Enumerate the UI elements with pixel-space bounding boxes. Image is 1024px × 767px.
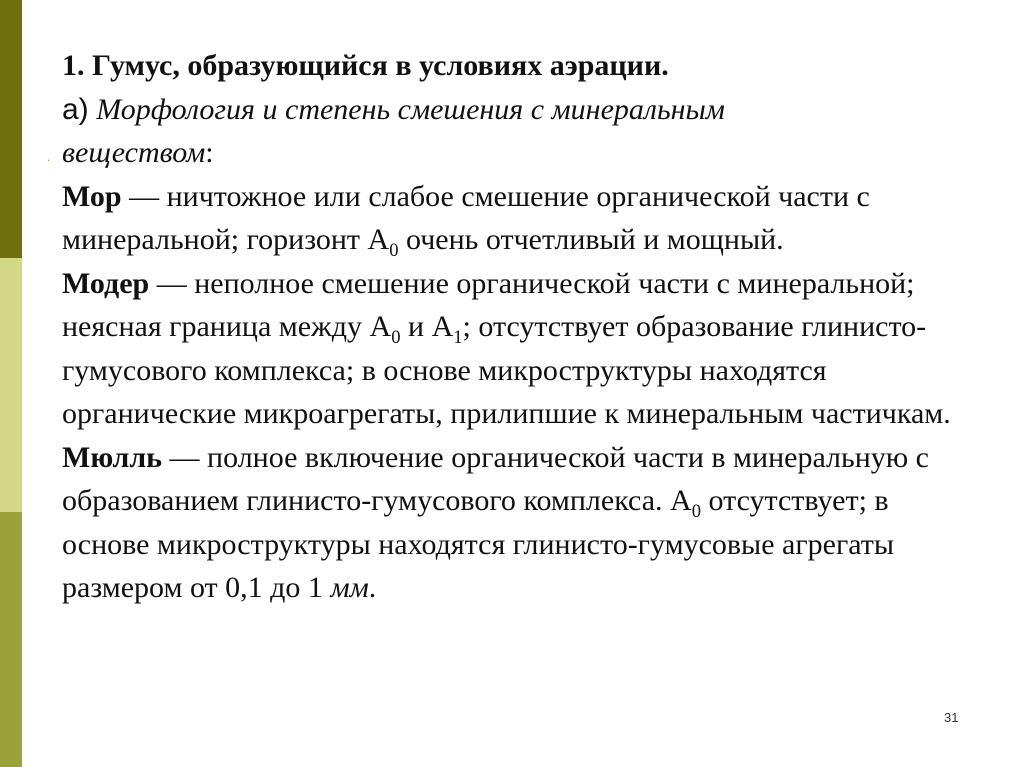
bullet-dot: . [47, 150, 51, 164]
mull-subscript: 0 [691, 501, 702, 522]
side-bar-bottom-segment [0, 512, 22, 767]
moder-subscript-2: 1 [453, 327, 463, 348]
mull-paragraph [62, 436, 982, 610]
mor-paragraph [62, 175, 982, 262]
mull-term: Мюлль [62, 440, 163, 474]
side-bar-middle-segment [0, 258, 22, 512]
slide-heading: 1. Гумус, образующийся в условиях аэрации. [62, 49, 669, 82]
mull-unit: мм [330, 571, 369, 604]
moder-text-between: и А [400, 310, 454, 343]
moder-text-after: ; отсутствует образование глинисто-гумусового комплекса; в основе микроструктуры находятся органические микроагрегаты, прилипшие к минеральным частичкам. [62, 310, 951, 430]
moder-paragraph [62, 262, 982, 436]
mull-text-before-sub: — полное включение органической части в минеральную с образованием глинисто-гумусового комплекса. А [62, 440, 929, 517]
subheading-colon: : [205, 136, 214, 169]
mor-subscript: 0 [389, 240, 399, 261]
moder-term: Модер [62, 266, 150, 300]
slide-body [62, 44, 982, 610]
subheading-text-line1: Морфология и степень смешения с минеральным [96, 92, 725, 126]
subheading-marker: а) [62, 92, 89, 126]
mor-term: Мор [62, 179, 122, 213]
moder-subscript-1: 0 [391, 327, 401, 348]
moder-text-before-sub: — неполное смешение органической части с минеральной; неясная граница между А [62, 266, 915, 343]
decorative-side-bar [0, 0, 22, 767]
mor-text-after-sub: очень отчетливый и мощный. [398, 223, 784, 256]
side-bar-top-segment [0, 0, 22, 258]
mull-text-after-sub: отсутствует; в основе микроструктуры находятся глинисто-гумусовые агрегаты размером от 0,1 до 1 [62, 484, 895, 604]
subheading-text-line2: веществом [62, 136, 206, 169]
mor-text-before-sub: — ничтожное или слабое смешение органической части с минеральной; горизонт А [62, 179, 870, 256]
slide-number: 31 [944, 710, 959, 725]
mull-end: . [368, 571, 377, 604]
subheading [62, 88, 982, 175]
